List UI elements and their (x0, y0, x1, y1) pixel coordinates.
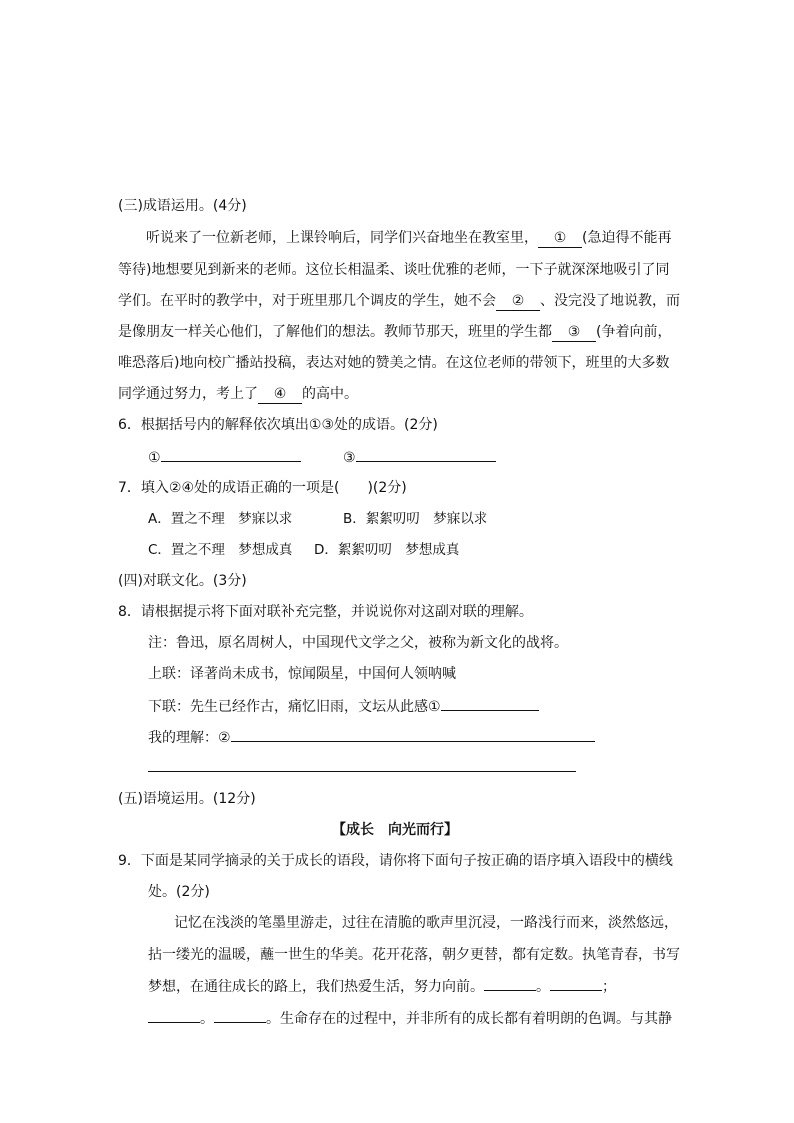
section-5-heading: (五)语境运用。(12分) (118, 791, 256, 807)
q6-answer-1 (148, 447, 301, 468)
passage-text: (急迫得不能再 (582, 230, 672, 246)
passage-line-5: 唯恐落后)地向校广播站投稿，表达对她的赞美之情。在这位老师的带领下，班里的大多数 (118, 355, 670, 371)
blank-4[interactable]: ④ (258, 385, 302, 404)
q8-note: 注：鲁迅，原名周树人，中国现代文学之父，被称为新文化的战将。 (148, 635, 568, 651)
q9-blank-1[interactable] (484, 976, 536, 991)
q9-blank-2[interactable] (550, 976, 602, 991)
couplet-lower (148, 696, 539, 717)
blank-2[interactable]: ② (496, 292, 540, 311)
understanding (148, 727, 595, 748)
passage-text: 的高中。 (302, 386, 358, 402)
blank-1[interactable]: ① (538, 229, 582, 248)
section-4-heading: (四)对联文化。(3分) (118, 573, 247, 589)
understanding-line-2[interactable] (148, 771, 576, 772)
section-5-title: 【成长 向光而行】 (332, 822, 458, 838)
passage-line-3 (118, 291, 680, 311)
q9-passage-line-1: 记忆在浅淡的笔墨里游走，过往在清脆的歌声里沉浸，一路浅行而来，淡然悠远， (174, 915, 678, 931)
option-d[interactable]: D．絮絮叨叨 梦想成真 (314, 542, 460, 558)
option-c[interactable]: C．置之不理 梦想成真 (148, 542, 293, 558)
q6-marker-1: ① (148, 450, 161, 466)
q9-passage-line-4 (148, 1008, 672, 1029)
passage-line-2: 等待)地想要见到新来的老师。这位长相温柔、谈吐优雅的老师，一下子就深深地吸引了同 (118, 262, 670, 278)
q9-passage-line-3 (148, 976, 616, 997)
passage-line-4 (118, 322, 671, 342)
q9-punct: ； (602, 979, 616, 995)
q9-passage-text: 梦想，在通往成长的路上，我们热爱生活，努力向前。 (148, 979, 484, 995)
q6-answer-3 (343, 447, 496, 468)
q6-marker-3: ③ (343, 450, 356, 466)
passage-text: 听说来了一位新老师，上课铃响后，同学们兴奋地坐在教室里， (146, 230, 538, 246)
section-3-heading: (三)成语运用。(4分) (118, 198, 247, 214)
q9-blank-4[interactable] (214, 1008, 266, 1023)
passage-text: 、没完没了地说教，而 (540, 293, 680, 309)
understanding-line-1[interactable] (231, 727, 595, 742)
blank-3[interactable]: ③ (552, 323, 596, 342)
q9-passage-line-2: 拈一缕光的温暖，蘸一世生的华美。花开花落，朝夕更替，都有定数。执笔青春，书写 (148, 947, 680, 963)
q9-punct: 。 (536, 979, 550, 995)
question-9-line-2: 处。(2分) (148, 884, 210, 900)
question-6: 6．根据括号内的解释依次填出①③处的成语。(2分) (118, 417, 438, 433)
q9-punct: 。 (200, 1011, 214, 1027)
option-b[interactable]: B．絮絮叨叨 梦寐以求 (343, 511, 488, 527)
q6-answer-3-line[interactable] (356, 447, 496, 462)
passage-line-1 (146, 228, 671, 248)
couplet-lower-text: 下联：先生已经作古，痛忆旧雨，文坛从此感① (148, 699, 441, 715)
question-8: 8．请根据提示将下面对联补充完整，并说说你对这副对联的理解。 (118, 604, 533, 620)
couplet-upper: 上联：译著尚未成书，惊闻陨星，中国何人领呐喊 (148, 666, 456, 682)
passage-line-6 (118, 384, 358, 404)
couplet-answer-line[interactable] (441, 696, 539, 711)
q9-blank-3[interactable] (148, 1008, 200, 1023)
question-9-line-1: 9．下面是某同学摘录的关于成长的语段，请你将下面句子按正确的语序填入语段中的横线 (118, 853, 673, 869)
q6-answer-1-line[interactable] (161, 447, 301, 462)
option-a[interactable]: A．置之不理 梦寐以求 (148, 511, 293, 527)
passage-text: (争着向前， (596, 324, 672, 340)
passage-text: 学们。在平时的教学中，对于班里那几个调皮的学生，她不会 (118, 293, 496, 309)
q9-passage-text: 。生命存在的过程中，并非所有的成长都有着明朗的色调。与其静 (266, 1011, 672, 1027)
understanding-label: 我的理解：② (148, 730, 231, 746)
passage-text: 同学通过努力，考上了 (118, 386, 258, 402)
question-7: 7．填入②④处的成语正确的一项是( )(2分) (118, 480, 407, 496)
passage-text: 是像朋友一样关心他们，了解他们的想法。教师节那天，班里的学生都 (118, 324, 552, 340)
